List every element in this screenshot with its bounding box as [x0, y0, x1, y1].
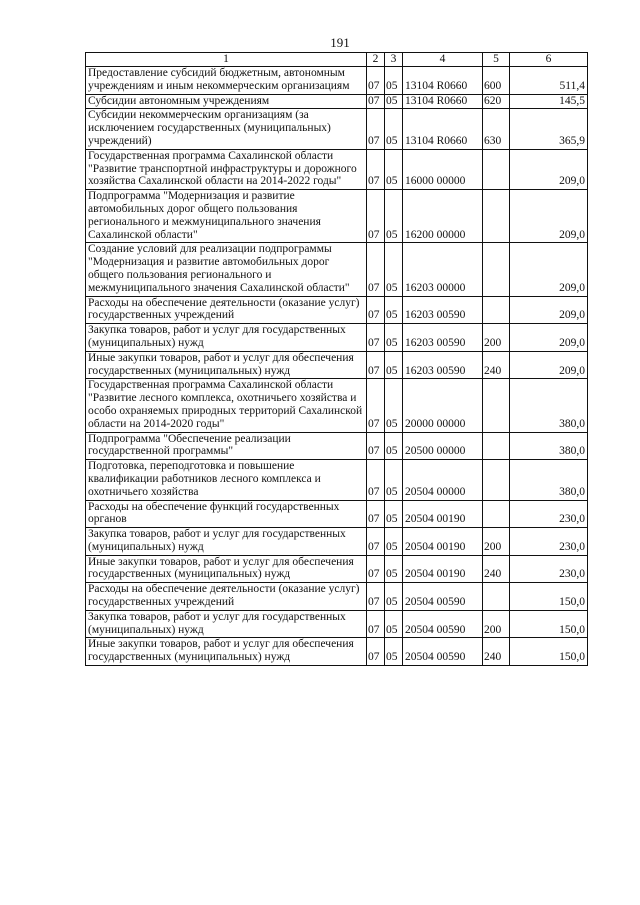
table-row [86, 379, 588, 432]
amount-cell: 380,0 [510, 432, 588, 460]
expense-type-cell: 240 [483, 351, 510, 379]
expense-name-cell: Иные закупки товаров, работ и услуг для обеспечения государственных (муниципальных) нужд [86, 638, 367, 666]
expense-type-cell [483, 243, 510, 296]
amount-cell: 230,0 [510, 555, 588, 583]
target-article-cell: 20504 00590 [403, 638, 483, 666]
section-code-cell: 07 [367, 432, 385, 460]
table-row [86, 460, 588, 500]
target-article-cell: 20504 00000 [403, 460, 483, 500]
expense-type-cell: 240 [483, 638, 510, 666]
table-row [86, 351, 588, 379]
expense-name-cell: Расходы на обеспечение функций государственных органов [86, 500, 367, 528]
subsection-code-cell: 05 [385, 351, 403, 379]
expense-type-cell [483, 149, 510, 189]
amount-cell: 511,4 [510, 67, 588, 95]
target-article-cell: 20000 00000 [403, 379, 483, 432]
target-article-cell: 16203 00590 [403, 324, 483, 352]
table-body [86, 67, 588, 666]
section-code-cell: 07 [367, 460, 385, 500]
section-code-cell: 07 [367, 109, 385, 149]
expense-type-cell [483, 500, 510, 528]
target-article-cell: 16200 00000 [403, 190, 483, 243]
table-row [86, 190, 588, 243]
target-article-cell: 16203 00590 [403, 351, 483, 379]
table-row [86, 67, 588, 95]
amount-cell: 150,0 [510, 583, 588, 611]
subsection-code-cell: 05 [385, 109, 403, 149]
target-article-cell: 20500 00000 [403, 432, 483, 460]
amount-cell: 380,0 [510, 379, 588, 432]
expense-name-cell: Субсидии автономным учреждениям [86, 94, 367, 109]
subsection-code-cell: 05 [385, 528, 403, 556]
subsection-code-cell: 05 [385, 149, 403, 189]
expense-name-cell: Государственная программа Сахалинской области "Развитие транспортной инфраструктуры и дорожного хозяйства Сахалинской области на 2014-2022 годы" [86, 149, 367, 189]
section-code-cell: 07 [367, 243, 385, 296]
table-row [86, 243, 588, 296]
table-row [86, 638, 588, 666]
table-row [86, 432, 588, 460]
section-code-cell: 07 [367, 149, 385, 189]
subsection-code-cell: 05 [385, 432, 403, 460]
expense-name-cell: Закупка товаров, работ и услуг для государственных (муниципальных) нужд [86, 610, 367, 638]
table-row [86, 610, 588, 638]
subsection-code-cell: 05 [385, 296, 403, 324]
section-code-cell: 07 [367, 190, 385, 243]
header-col-2: 2 [367, 53, 385, 67]
table-row [86, 94, 588, 109]
table-row [86, 583, 588, 611]
table-row [86, 528, 588, 556]
amount-cell: 209,0 [510, 351, 588, 379]
subsection-code-cell: 05 [385, 243, 403, 296]
expense-name-cell: Закупка товаров, работ и услуг для государственных (муниципальных) нужд [86, 528, 367, 556]
expense-type-cell [483, 379, 510, 432]
amount-cell: 230,0 [510, 528, 588, 556]
amount-cell: 150,0 [510, 610, 588, 638]
expense-type-cell: 600 [483, 67, 510, 95]
section-code-cell: 07 [367, 296, 385, 324]
section-code-cell: 07 [367, 610, 385, 638]
subsection-code-cell: 05 [385, 190, 403, 243]
section-code-cell: 07 [367, 94, 385, 109]
target-article-cell: 13104 R0660 [403, 67, 483, 95]
subsection-code-cell: 05 [385, 379, 403, 432]
amount-cell: 209,0 [510, 190, 588, 243]
expense-type-cell [483, 583, 510, 611]
table-row [86, 324, 588, 352]
table-row [86, 109, 588, 149]
page-number: 191 [330, 35, 350, 50]
expense-name-cell: Предоставление субсидий бюджетным, автономным учреждениям и иным некоммерческим организациям [86, 67, 367, 95]
header-row [86, 53, 588, 67]
subsection-code-cell: 05 [385, 555, 403, 583]
section-code-cell: 07 [367, 351, 385, 379]
section-code-cell: 07 [367, 555, 385, 583]
target-article-cell: 20504 00190 [403, 500, 483, 528]
expense-type-cell [483, 296, 510, 324]
amount-cell: 365,9 [510, 109, 588, 149]
target-article-cell: 20504 00590 [403, 610, 483, 638]
expense-type-cell: 630 [483, 109, 510, 149]
expense-name-cell: Государственная программа Сахалинской области "Развитие лесного комплекса, охотничьего хозяйства и особо охраняемых природных территорий Сахалинской области на 2014-2020 годы" [86, 379, 367, 432]
section-code-cell: 07 [367, 528, 385, 556]
amount-cell: 209,0 [510, 324, 588, 352]
expense-name-cell: Закупка товаров, работ и услуг для государственных (муниципальных) нужд [86, 324, 367, 352]
target-article-cell: 20504 00190 [403, 555, 483, 583]
subsection-code-cell: 05 [385, 324, 403, 352]
header-col-3: 3 [385, 53, 403, 67]
expense-type-cell [483, 190, 510, 243]
expense-type-cell: 620 [483, 94, 510, 109]
subsection-code-cell: 05 [385, 67, 403, 95]
header-col-4: 4 [403, 53, 483, 67]
amount-cell: 209,0 [510, 243, 588, 296]
target-article-cell: 20504 00190 [403, 528, 483, 556]
target-article-cell: 13104 R0660 [403, 109, 483, 149]
table-row [86, 296, 588, 324]
header-col-1: 1 [86, 53, 367, 67]
target-article-cell: 20504 00590 [403, 583, 483, 611]
amount-cell: 230,0 [510, 500, 588, 528]
target-article-cell: 16000 00000 [403, 149, 483, 189]
expense-name-cell: Подготовка, переподготовка и повышение квалификации работников лесного комплекса и охотничьего хозяйства [86, 460, 367, 500]
expense-name-cell: Субсидии некоммерческим организациям (за исключением государственных (муниципальных) учреждений) [86, 109, 367, 149]
section-code-cell: 07 [367, 379, 385, 432]
expense-name-cell: Иные закупки товаров, работ и услуг для обеспечения государственных (муниципальных) нужд [86, 555, 367, 583]
expense-name-cell: Подпрограмма "Модернизация и развитие автомобильных дорог общего пользования регионального и межмуниципального значения Сахалинской области" [86, 190, 367, 243]
expense-type-cell: 200 [483, 610, 510, 638]
header-col-5: 5 [483, 53, 510, 67]
expense-name-cell: Иные закупки товаров, работ и услуг для обеспечения государственных (муниципальных) нужд [86, 351, 367, 379]
expense-name-cell: Расходы на обеспечение деятельности (оказание услуг) государственных учреждений [86, 296, 367, 324]
section-code-cell: 07 [367, 67, 385, 95]
expense-name-cell: Подпрограмма "Обеспечение реализации государственной программы" [86, 432, 367, 460]
section-code-cell: 07 [367, 583, 385, 611]
expense-name-cell: Создание условий для реализации подпрограммы "Модернизация и развитие автомобильных дорог общего пользования регионального и межмуниципального значения Сахалинской области" [86, 243, 367, 296]
target-article-cell: 13104 R0660 [403, 94, 483, 109]
budget-table [85, 52, 588, 666]
amount-cell: 145,5 [510, 94, 588, 109]
expense-type-cell [483, 432, 510, 460]
table-row [86, 149, 588, 189]
subsection-code-cell: 05 [385, 500, 403, 528]
expense-type-cell [483, 460, 510, 500]
expense-type-cell: 240 [483, 555, 510, 583]
subsection-code-cell: 05 [385, 610, 403, 638]
target-article-cell: 16203 00000 [403, 243, 483, 296]
table-row [86, 555, 588, 583]
subsection-code-cell: 05 [385, 460, 403, 500]
section-code-cell: 07 [367, 500, 385, 528]
amount-cell: 209,0 [510, 149, 588, 189]
amount-cell: 150,0 [510, 638, 588, 666]
section-code-cell: 07 [367, 324, 385, 352]
header-col-6: 6 [510, 53, 588, 67]
expense-type-cell: 200 [483, 528, 510, 556]
amount-cell: 209,0 [510, 296, 588, 324]
subsection-code-cell: 05 [385, 638, 403, 666]
section-code-cell: 07 [367, 638, 385, 666]
amount-cell: 380,0 [510, 460, 588, 500]
table-row [86, 500, 588, 528]
subsection-code-cell: 05 [385, 583, 403, 611]
expense-name-cell: Расходы на обеспечение деятельности (оказание услуг) государственных учреждений [86, 583, 367, 611]
subsection-code-cell: 05 [385, 94, 403, 109]
target-article-cell: 16203 00590 [403, 296, 483, 324]
expense-type-cell: 200 [483, 324, 510, 352]
